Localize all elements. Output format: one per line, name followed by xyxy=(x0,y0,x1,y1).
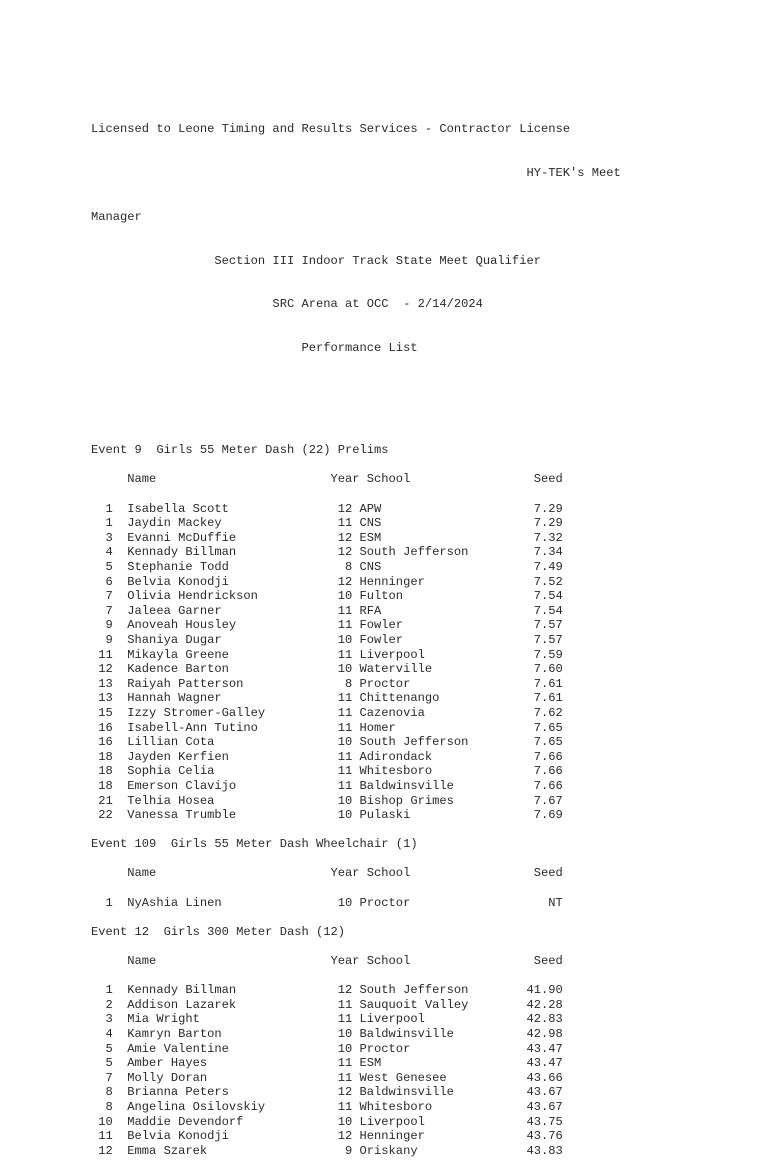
result-row: 13 Hannah Wagner 11 Chittenango 7.61 xyxy=(91,691,563,706)
blank-line xyxy=(91,881,621,896)
event-title: Event 9 Girls 55 Meter Dash (22) Prelims xyxy=(91,443,389,458)
software-line-continued: Manager xyxy=(91,209,142,224)
result-row: 7 Jaleea Garner 11 RFA 7.54 xyxy=(91,603,563,618)
performance-list-document xyxy=(91,93,621,1173)
result-row: 12 Emma Szarek 9 Oriskany 43.83 xyxy=(91,1143,563,1158)
result-row: 18 Emerson Clavijo 11 Baldwinsville 7.66 xyxy=(91,778,563,793)
result-row: 15 Izzy Stromer-Galley 11 Cazenovia 7.62 xyxy=(91,705,563,720)
result-row: 10 Maddie Devendorf 10 Liverpool 43.75 xyxy=(91,1114,563,1129)
result-row: 3 Evanni McDuffie 12 ESM 7.32 xyxy=(91,530,563,545)
blank-line xyxy=(91,910,621,925)
result-row: 9 Anoveah Housley 11 Fowler 7.57 xyxy=(91,618,563,633)
event-title: Event 12 Girls 300 Meter Dash (12) xyxy=(91,924,346,939)
result-row: 21 Telhia Hosea 10 Bishop Grimes 7.67 xyxy=(91,793,563,808)
result-row: 2 Addison Lazarek 11 Sauquoit Valley 42.28 xyxy=(91,997,563,1012)
blank-line xyxy=(91,939,621,954)
blank-line xyxy=(91,823,621,838)
list-title: Performance List xyxy=(91,341,418,356)
result-row: 1 Jaydin Mackey 11 CNS 7.29 xyxy=(91,516,563,531)
result-row: 16 Isabell-Ann Tutino 11 Homer 7.65 xyxy=(91,720,563,735)
venue-date: SRC Arena at OCC - 2/14/2024 xyxy=(91,297,483,312)
event-title: Event 109 Girls 55 Meter Dash Wheelchair (1) xyxy=(91,837,418,852)
result-row: 1 Isabella Scott 12 APW 7.29 xyxy=(91,501,563,516)
result-row: 3 Mia Wright 11 Liverpool 42.83 xyxy=(91,1012,563,1027)
result-row: 8 Angelina Osilovskiy 11 Whitesboro 43.67 xyxy=(91,1099,563,1114)
software-line: HY-TEK's Meet xyxy=(91,165,621,180)
license-line: Licensed to Leone Timing and Results Services - Contractor License xyxy=(91,122,570,137)
blank-line xyxy=(91,852,621,867)
result-row: 5 Amber Hayes 11 ESM 43.47 xyxy=(91,1056,563,1071)
column-header-row: Name Year School Seed xyxy=(91,866,563,881)
blank-line xyxy=(91,969,621,984)
column-header-row: Name Year School Seed xyxy=(91,954,563,969)
event-block xyxy=(91,443,621,837)
result-row: 4 Kennady Billman 12 South Jefferson 7.34 xyxy=(91,545,563,560)
result-row: 18 Jayden Kerfien 11 Adirondack 7.66 xyxy=(91,749,563,764)
result-row: 16 Lillian Cota 10 South Jefferson 7.65 xyxy=(91,735,563,750)
result-row: 11 Mikayla Greene 11 Liverpool 7.59 xyxy=(91,647,563,662)
result-row: 22 Vanessa Trumble 10 Pulaski 7.69 xyxy=(91,808,563,823)
result-row: 7 Olivia Hendrickson 10 Fulton 7.54 xyxy=(91,589,563,604)
blank-line xyxy=(91,385,621,400)
result-row: 8 Brianna Peters 12 Baldwinsville 43.67 xyxy=(91,1085,563,1100)
result-row: 4 Kamryn Barton 10 Baldwinsville 42.98 xyxy=(91,1027,563,1041)
meet-title: Section III Indoor Track State Meet Qualifier xyxy=(91,253,541,268)
column-header-row: Name Year School Seed xyxy=(91,472,563,487)
result-row: 5 Amie Valentine 10 Proctor 43.47 xyxy=(91,1041,563,1056)
event-block xyxy=(91,925,621,1159)
result-row: 13 Raiyah Patterson 8 Proctor 7.61 xyxy=(91,676,563,691)
events-container xyxy=(91,443,621,1158)
result-row: 1 NyAshia Linen 10 Proctor NT xyxy=(91,895,563,910)
result-row: 6 Belvia Konodji 12 Henninger 7.52 xyxy=(91,574,563,589)
result-row: 12 Kadence Barton 10 Waterville 7.60 xyxy=(91,662,563,677)
result-row: 18 Sophia Celia 11 Whitesboro 7.66 xyxy=(91,764,563,779)
blank-line xyxy=(91,458,621,473)
result-row: 9 Shaniya Dugar 10 Fowler 7.57 xyxy=(91,632,563,647)
result-row: 11 Belvia Konodji 12 Henninger 43.76 xyxy=(91,1129,563,1144)
blank-line xyxy=(91,487,621,502)
event-block xyxy=(91,837,621,925)
result-row: 1 Kennady Billman 12 South Jefferson 41.90 xyxy=(91,983,563,998)
result-row: 7 Molly Doran 11 West Genesee 43.66 xyxy=(91,1070,563,1085)
result-row: 5 Stephanie Todd 8 CNS 7.49 xyxy=(91,560,563,574)
